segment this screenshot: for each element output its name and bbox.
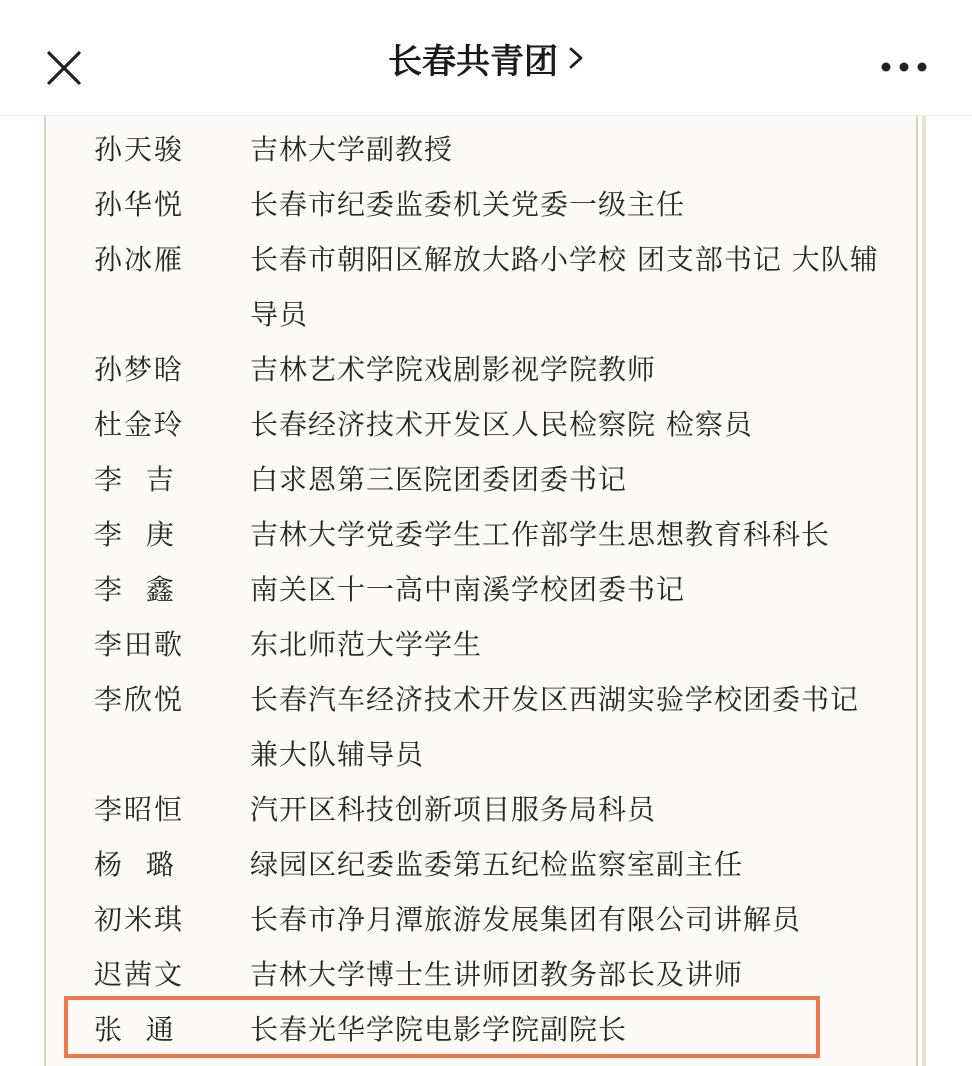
role-line: 长春市纪委监委机关党委一级主任 — [250, 188, 686, 221]
person-role — [250, 955, 890, 995]
highlight-box — [64, 996, 820, 1058]
person-role — [250, 240, 890, 335]
person-name: 孙冰雁 — [94, 243, 185, 276]
role-line: 长春市净月潭旅游发展集团有限公司讲解员 — [250, 903, 802, 936]
role-line: 绿园区纪委监委第五纪检监察室副主任 — [250, 848, 744, 881]
person-name: 李昭恒 — [94, 793, 185, 826]
role-line: 长春光华学院电影学院副院长 — [250, 1013, 628, 1046]
person-name: 李 鑫 — [94, 573, 176, 606]
person-role — [250, 185, 890, 225]
role-line: 东北师范大学学生 — [250, 628, 483, 661]
role-line: 长春经济技术开发区人民检察院 检察员 — [250, 408, 753, 441]
role-line: 南关区十一高中南溪学校团委书记 — [250, 573, 686, 606]
person-role — [250, 680, 890, 775]
role-line: 吉林大学博士生讲师团教务部长及讲师 — [250, 958, 744, 991]
account-title-link[interactable] — [388, 34, 584, 83]
person-role — [250, 130, 890, 170]
person-name: 孙华悦 — [94, 188, 185, 221]
person-name: 孙天骏 — [94, 133, 185, 166]
person-role — [250, 515, 890, 555]
person-name: 孙梦晗 — [94, 353, 185, 386]
person-name: 李欣悦 — [94, 683, 185, 716]
person-role — [250, 625, 890, 665]
role-line: 汽开区科技创新项目服务局科员 — [250, 793, 657, 826]
role-line: 吉林大学党委学生工作部学生思想教育科科长 — [250, 518, 831, 551]
person-name: 迟茜文 — [94, 958, 185, 991]
person-name: 李 吉 — [94, 463, 176, 496]
person-name: 李 庚 — [94, 518, 176, 551]
chevron-right-icon — [568, 46, 584, 70]
person-name: 初米琪 — [94, 903, 185, 936]
person-role — [250, 570, 890, 610]
more-horizontal-icon — [874, 52, 934, 82]
person-name: 张 通 — [94, 1013, 176, 1046]
role-line: 兼大队辅导员 — [250, 738, 425, 771]
title-container — [0, 0, 972, 116]
person-role — [250, 790, 890, 830]
person-role — [250, 460, 890, 500]
article-image-list — [44, 116, 918, 1066]
person-role — [250, 350, 890, 390]
page-title: 长春共青团 — [388, 41, 558, 82]
person-role — [250, 900, 890, 940]
person-role — [250, 405, 890, 445]
top-bar — [0, 0, 972, 116]
role-line: 长春汽车经济技术开发区西湖实验学校团委书记 — [250, 683, 860, 716]
person-name: 杨 璐 — [94, 848, 176, 881]
role-line: 长春市朝阳区解放大路小学校 团支部书记 大队辅 — [250, 243, 879, 276]
role-line: 白求恩第三医院团委团委书记 — [250, 463, 628, 496]
role-line: 吉林艺术学院戏剧影视学院教师 — [250, 353, 657, 386]
person-role — [250, 845, 890, 885]
person-name: 杜金玲 — [94, 408, 185, 441]
person-name: 李田歌 — [94, 628, 185, 661]
role-line: 导员 — [250, 298, 309, 331]
more-options-button[interactable] — [874, 52, 934, 82]
role-line: 吉林大学副教授 — [250, 133, 454, 166]
page-edge — [922, 116, 926, 1066]
